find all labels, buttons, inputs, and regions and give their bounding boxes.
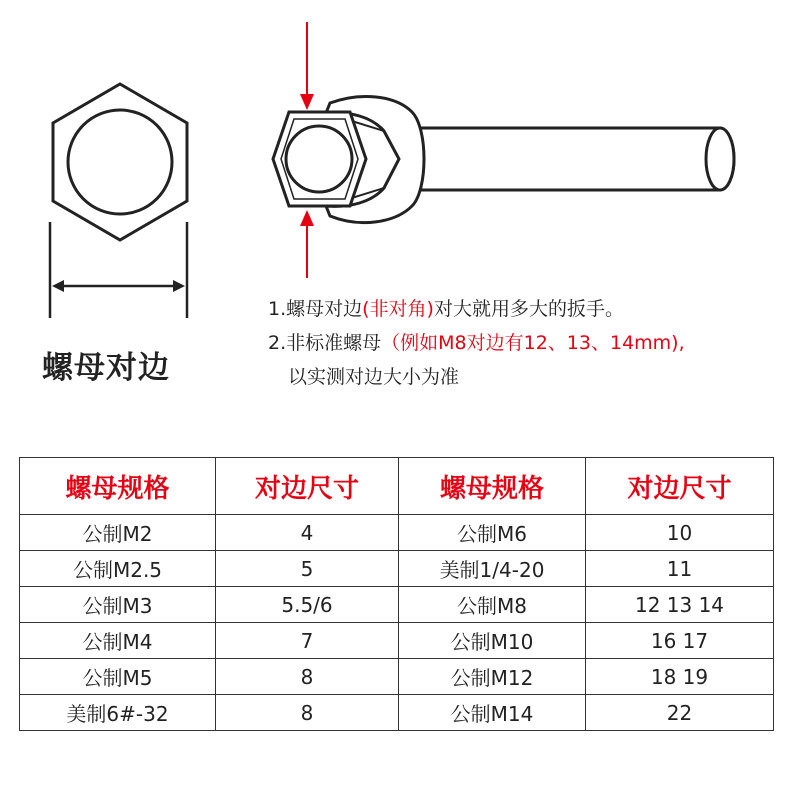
note-line-1 — [268, 292, 685, 326]
table-row — [20, 551, 774, 587]
table-cell: 公制M3 — [20, 587, 216, 623]
nut-flat-caption: 螺母对边 — [42, 350, 170, 386]
table-cell: 公制M4 — [20, 623, 216, 659]
nut-spec-table — [19, 457, 774, 731]
table-cell: 12 13 14 — [586, 587, 774, 623]
table-cell: 公制M6 — [399, 515, 586, 551]
table-cell: 公制M2 — [20, 515, 216, 551]
table-cell: 18 19 — [586, 659, 774, 695]
table-row — [20, 659, 774, 695]
table-cell: 22 — [586, 695, 774, 731]
wrench-icon — [326, 97, 734, 223]
table-cell: 美制6#-32 — [20, 695, 216, 731]
table-cell: 美制1/4-20 — [399, 551, 586, 587]
note-2-text: 2.非标准螺母 — [268, 332, 382, 354]
hex-nut-icon — [53, 84, 187, 240]
table-cell: 11 — [586, 551, 774, 587]
table-cell: 公制M10 — [399, 623, 586, 659]
table-cell: 5.5/6 — [216, 587, 399, 623]
table-cell: 10 — [586, 515, 774, 551]
table-cell: 公制M8 — [399, 587, 586, 623]
table-cell: 公制M2.5 — [20, 551, 216, 587]
table-cell: 公制M14 — [399, 695, 586, 731]
column-header: 螺母规格 — [20, 458, 216, 515]
nut-wrench-illustration — [0, 0, 790, 330]
table-cell: 8 — [216, 659, 399, 695]
table-cell: 公制M5 — [20, 659, 216, 695]
table-cell: 7 — [216, 623, 399, 659]
red-arrow-bottom-icon — [300, 210, 314, 278]
notes-block — [268, 292, 685, 394]
column-header: 对边尺寸 — [216, 458, 399, 515]
note-2-highlight: （例如M8对边有12、13、14mm), — [381, 332, 685, 354]
table-row — [20, 623, 774, 659]
column-header: 螺母规格 — [399, 458, 586, 515]
red-arrow-top-icon — [300, 22, 314, 110]
note-3-text: 以实测对边大小为准 — [288, 366, 460, 388]
table-cell: 4 — [216, 515, 399, 551]
note-1-text: 1.螺母对边 — [268, 298, 363, 320]
note-line-3 — [268, 360, 685, 394]
table-cell: 8 — [216, 695, 399, 731]
column-header: 对边尺寸 — [586, 458, 774, 515]
note-line-2 — [268, 326, 685, 360]
table-cell: 公制M12 — [399, 659, 586, 695]
table-cell: 5 — [216, 551, 399, 587]
table-header-row — [20, 458, 774, 515]
table-row — [20, 587, 774, 623]
table-row — [20, 695, 774, 731]
note-1-suffix: 对大就用多大的扳手。 — [433, 298, 624, 320]
table-row — [20, 515, 774, 551]
note-1-highlight: (非对角) — [362, 298, 434, 320]
table-cell: 16 17 — [586, 623, 774, 659]
wrench-nut-icon — [273, 112, 366, 206]
